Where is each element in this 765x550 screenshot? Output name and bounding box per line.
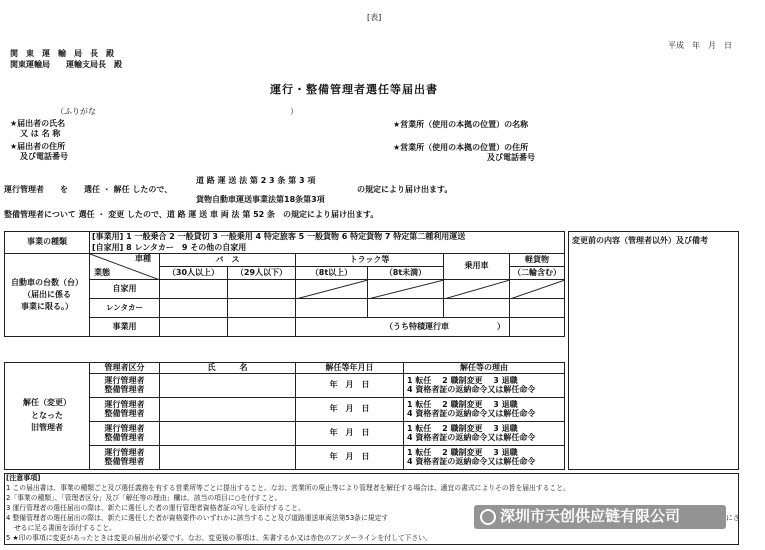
cell-private-truck-large — [296, 280, 368, 299]
dismissal-date-cell[interactable]: 年 月 日 — [296, 398, 404, 422]
dismissal-date-cell[interactable]: 年 月 日 — [296, 422, 404, 446]
light-cargo-sub-header: （二輪含む） — [510, 267, 565, 280]
page-title: 運行・整備管理者選任等届出書 — [270, 83, 438, 96]
applicant-name-label-2: 又 は 名 称 — [20, 129, 61, 138]
vehicle-table — [4, 231, 565, 337]
manager-name-cell[interactable] — [160, 398, 296, 422]
addressee-branch: 関東運輸局 運輸支局長 殿 — [10, 60, 122, 69]
note-1: 1 この届出書は、事業の種類ごと及び選任義務を有する営業所等ごとに提出すること。なお、営業所の廃止等により管理者を解任する場合は、適宜の書式によりその旨を届出すること。 — [6, 484, 570, 492]
cell-private-bus-small[interactable] — [228, 280, 296, 299]
row-private: 自家用 — [90, 280, 160, 299]
bus-header: バ ス — [160, 254, 296, 267]
business-type-label: 事業の種類 — [5, 232, 90, 254]
cell-rental-light[interactable] — [510, 299, 565, 318]
note-5: 5 ★印の事項に変更があったときは変更の届出が必要です。なお、変更後の事項は、朱書するか又は赤色のアンダーラインを付して下さい。 — [6, 534, 432, 542]
business-type-options[interactable] — [90, 232, 565, 254]
manager-kind-options[interactable]: 運行管理者 整備管理者 — [90, 446, 160, 470]
addressee-bureau: 関 東 運 輸 局 長 殿 — [10, 49, 114, 58]
applicant-name-label: ★届出者の氏名 — [10, 119, 66, 128]
form-bracket: [表] — [367, 13, 382, 22]
note-4-tail: にさ — [726, 514, 740, 522]
passenger-car-header: 乗用車 — [444, 254, 510, 280]
cell-rental-bus-small[interactable] — [228, 299, 296, 318]
note-4: 4 整備管理者の選任届出の際は、新たに選任した者が資格要件のいずれかに該当すること及び道路運送車両法第53条に規定す — [6, 514, 389, 522]
cell-rental-bus-large[interactable] — [160, 299, 228, 318]
cell-private-light — [510, 280, 565, 299]
row-commercial: 事業用 — [90, 318, 160, 337]
note-3: 3 運行管理者の選任届出の際は、新たに選任した者の運行管理者資格者証の写しを添付すること。 — [6, 504, 305, 512]
office-name-label: ★営業所（使用の本拠の位置）の名称 — [393, 120, 529, 129]
vehicle-count-label: 自動車の台数（台） （届出に係る 事業に限る。） — [5, 254, 90, 337]
truck-large-header: （8t以上） — [296, 267, 368, 280]
note-2: 2「事業の種類」、「管理者区分」及び「解任等の理由」欄は、該当の項目に○を付すこと。 — [6, 494, 282, 502]
row-rental: レンタカー — [90, 299, 160, 318]
furigana-close: ） — [290, 107, 298, 116]
cell-commercial-bus-small[interactable] — [228, 318, 296, 337]
truck-small-header: （8t未満） — [368, 267, 444, 280]
date-line: 平成 年 月 日 — [668, 41, 732, 50]
cell-commercial-bus-large[interactable] — [160, 318, 228, 337]
wechat-logo-icon — [480, 509, 496, 525]
applicant-tel-label: 及び電話番号 — [20, 152, 68, 161]
cell-rental-truck-small[interactable] — [368, 299, 444, 318]
managers-table — [4, 362, 565, 470]
manager-name-cell[interactable] — [160, 374, 296, 398]
manager-kind-options[interactable]: 運行管理者 整備管理者 — [90, 374, 160, 398]
notes-heading: [注意事項] — [6, 474, 41, 482]
office-tel-label: 及び電話番号 — [487, 153, 535, 162]
office-address-label: ★営業所（使用の本拠の位置）の住所 — [393, 143, 529, 152]
business-type-commercial[interactable]: [事業用] 1 一般乗合 2 一般貸切 3 一般乗用 4 特定旅客 5 一般貨物 6 特定貨物 7 特定第二種利用運送 — [92, 232, 466, 242]
cell-rental-truck-large[interactable] — [296, 299, 368, 318]
remarks-box[interactable] — [568, 231, 739, 470]
remarks-label: 変更前の内容（管理者以外）及び備考 — [572, 236, 708, 245]
reason-options[interactable]: 1 転任 2 職制変更 3 退職 4 資格者証の返納命令又は解任命令 — [404, 398, 565, 422]
col-name: 氏 名 — [160, 363, 296, 374]
law-road-transport: 道 路 運 送 法 第 2 3 条 第 3 項 — [196, 176, 316, 185]
cell-commercial-light[interactable] — [510, 318, 565, 337]
statement-maintenance: 整備管理者について 選任 ・ 変更 したので、道 路 運 送 車 両 法 第 52 条 の規定により届け出ます。 — [4, 210, 379, 219]
applicant-address-label: ★届出者の住所 — [10, 142, 66, 151]
truck-header: トラック等 — [296, 254, 444, 267]
reason-options[interactable]: 1 転任 2 職制変更 3 退職 4 資格者証の返納命令又は解任命令 — [404, 374, 565, 398]
special-transport-note: （うち特積運行車 ） — [296, 318, 510, 337]
bus-small-header: （29人以下） — [228, 267, 296, 280]
col-dismissal-date: 解任等年月日 — [296, 363, 404, 374]
furigana-label: （ふりがな — [56, 107, 96, 116]
manager-name-cell[interactable] — [160, 446, 296, 470]
dismissal-date-cell[interactable]: 年 月 日 — [296, 446, 404, 470]
cell-private-passenger — [444, 280, 510, 299]
col-reason: 解任等の理由 — [404, 363, 565, 374]
watermark-text: 深圳市天创供应链有限公司 — [500, 507, 681, 525]
cell-rental-passenger[interactable] — [444, 299, 510, 318]
reason-options[interactable]: 1 転任 2 職制変更 3 退職 4 資格者証の返納命令又は解任命令 — [404, 446, 565, 470]
light-cargo-header: 軽貨物 — [510, 254, 565, 267]
dismissal-date-cell[interactable]: 年 月 日 — [296, 374, 404, 398]
reason-options[interactable]: 1 転任 2 職制変更 3 退職 4 資格者証の返納命令又は解任命令 — [404, 422, 565, 446]
manager-kind-options[interactable]: 運行管理者 整備管理者 — [90, 398, 160, 422]
statement-operation: 運行管理者 を 選任 ・ 解任 したので、 — [4, 185, 173, 194]
law-freight: 貨物自動車運送事業法第18条第3項 — [196, 195, 325, 204]
col-manager-kind: 管理者区分 — [90, 363, 160, 374]
bus-large-header: （30人以上） — [160, 267, 228, 280]
vehicle-type-corner: 車種 業態 — [90, 254, 160, 280]
cell-private-truck-small — [368, 280, 444, 299]
manager-name-cell[interactable] — [160, 422, 296, 446]
former-manager-label: 解任（変更） となった 旧管理者 — [5, 363, 90, 470]
manager-kind-options[interactable]: 運行管理者 整備管理者 — [90, 422, 160, 446]
statement-operation-end: の規定により届け出ます。 — [357, 185, 453, 194]
note-4-cont: せるに足る書面を添付すること。 — [14, 524, 116, 532]
cell-private-bus-large[interactable] — [160, 280, 228, 299]
business-type-private[interactable]: [自家用] 8 レンタカー 9 その他の自家用 — [92, 242, 247, 252]
